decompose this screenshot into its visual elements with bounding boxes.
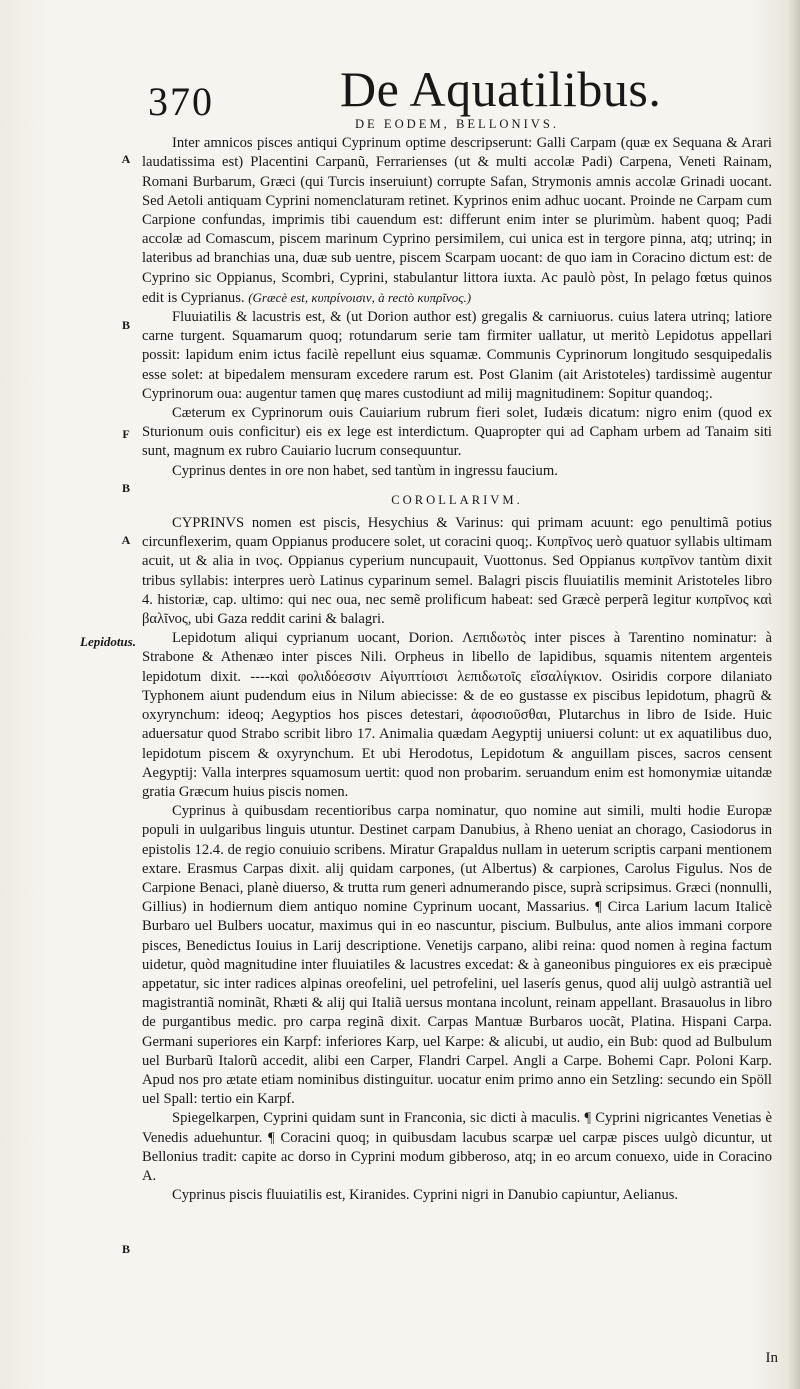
margin-letter-b2: B: [121, 481, 130, 495]
page-gutter-shadow: [788, 0, 800, 1389]
greek-note: (Græcè est, κυπρίνοισιν, à rectò κυπρῖνος.): [248, 289, 472, 305]
paragraph: Cæterum ex Cyprinorum ouis Cauiarium rubrum fieri solet, Iudæis dicatum: nigro enim (quod ex Sturionum ouis conficitur) eis ex lege est interdictum. Quapropter qui ad Capham urbem ad Tanaim siti sunt, magnum ex rubro Cauiario lucrum consequuntur.: [142, 405, 772, 460]
margin-note-lepidotus: Lepidotus.: [80, 634, 136, 649]
paragraph: Spiegelkarpen, Cyprini quidam sunt in Franconia, sic dicti à maculis. ¶ Cyprini nigricantes Venetias è Venedis aduehuntur. ¶ Coracini quoq; in quibusdam lacubus scarpæ uel carpæ pisces uulgò dicuntur, ut Bellonius tradit: capite ac dorso in Cyprini modum gibberoso, atq; in eo arcum conuexo, uide in Coracino A.: [142, 1110, 772, 1184]
paragraph: Cyprinus dentes in ore non habet, sed tantùm in ingressu faucium.: [172, 462, 558, 479]
margin-letter-a: A: [121, 152, 131, 166]
section-heading-bellonius: DE EODEM, BELLONIVS.: [354, 117, 560, 131]
paragraph: Cyprinus à quibusdam recentioribus carpa nominatur, quo nomine aut simili, multi hodie Europæ populi in uulgaribus linguis utuntur. Destinet carpam Danubius, à Rheno ueniat an chorago, Casiodorus in epistolis 12.4. de regio conuiuio scribens. Miratur Grapaldus nullam in ueterum scriptis carpani mentionem extare. Erasmus Carpas dixit. alij quidam carpones, (ut Albertus) & carpiones, Carolus Figulus. Nos de Carpione Benaci, planè diuerso, & trutta rum generi adnumerando pisce, suprà scripsimus. Græci (nonnulli, Gillius) in hodiernum diem antiquo nomine Cyprinum uocant, Massarius. ¶ Circa Larium lacum Italicè Burbaro uel Bulbers uocatur, maximus qui in eo nascuntur, piscium. Bulbulus, ante alios immani corpore pisces, Benedictus Iouius in Larij descriptione. Venetijs carpano, alibi reina: quod nomen à regina factum uidetur, quòd magnitudine inter fluuiatiles & lacustres excedat: & à ganeonibus pinguiores ex eis præcipuè appetatur, sic inter radices alpinas oreofelini, uel petrofelini, uel laserís genus, quod alij uulgò astrantiã uel magistrantiã nominãt, Rhæti & alij qui Italiã uersus montana incolunt, reinam appellant. Brasauolus in libro de purgantibus medic. pro carpa reginã dixit. Carpas Mantuæ Burbaros uocãt, Platina. Hispani Carpa. Germani superiores ein Karpf: inferiores Karp, uel Karpe: & alicubi, ut audio, ein Bub: quod ad Bulbulum uel Burbarũ Italorũ accedit, alibi een Carper, Flandri Carpel. Angli a Carpe. Bohemi Capr. Poloni Karp. Apud nos pro ætate etiam nominibus distinguitur. uocatur enim primo anno ein Setzling: secundo ein Spöll uel Spall: tertio ein Karpf.: [142, 803, 772, 1108]
margin-letter-f: F: [122, 427, 130, 441]
paragraph: CYPRINVS nomen est piscis, Hesychius & Varinus: qui primam acuunt: ego penultimã potius circunflexerim, quam Oppianus producere solet, ut coracini quoq;. Κυπρῖνος uerò quatuor syllabis ultimam acuit, ut & alia in ινος. Oppianus cyperium nuncupauit, Vuottonus. Sed Oppianus κυπρῖνον tantùm dixit tribus syllabis: interpres uerò Latinus cyparinum semel. Balagri piscis fluuiatilis meminit Aristoteles libro 4. historiæ, cap. ultimo: qui nec oua, nec semẽ prolificum habeat: sed Græcè perperã legitur κυπρῖνος καὶ βαλῖνος, ubi Gaza reddit carini & balagri.: [142, 515, 772, 628]
margin-letter-b: B: [121, 318, 130, 332]
margin-letter-b3: B: [121, 1242, 130, 1256]
paragraph: Cyprinus piscis fluuiatilis est, Kiranides. Cyprini nigri in Danubio capiuntur, Aelianus.: [172, 1187, 679, 1204]
running-title: De Aquatilibus.: [340, 61, 662, 117]
catchword: In: [765, 1350, 778, 1366]
paragraph: [142, 134, 772, 308]
paragraph-text: Inter amnicos pisces antiqui Cyprinum optime descripserunt: Galli Carpam (quæ ex Sequana & Arari laudatissima est) Placentini Carpanũ, Ferrarienses (ut & multi accolæ Padi) Carpena, Veneti Rainam, Romani Burbarum, Græci (qui Turcis inseruiunt) corrupte Safan, Strymonis amnis accolæ Grinadi uocant. Sed Aetoli antiquam Cyprini nomenclaturam retinet. Kyprinos enim adhuc uocant. Proinde ne Carpam cum Carpione confundas, imprimis tibi cauendum est: differunt enim inter se plurimùm. habent quoq; Padi accolæ ad Comascum, piscem marinum Cyprino persimilem, cui unica est in tergore pinna, atq; utrinq; in lateribus ad branchias una, duæ sub uentre, piscem Scarpam uocant: de quo iam in Coracino dictum est: de Cyprino sic Oppianus, Scombri, Cyprini, stabulantur littora iuxta. Ac paulò pòst, In pelago fœtus quinos edit is Cyprianus.: [142, 135, 772, 306]
margin-letter-a2: A: [121, 533, 131, 547]
body-text: [142, 115, 772, 1205]
paragraph: Lepidotum aliqui cyprianum uocant, Dorion. Λεπιδωτὸς inter pisces à Tarentino nominatur: à Strabone & Athenæo inter pisces Nili. Orpheus in libello de lapidibus, squamis nitentem argenteis lepidotum dixit. ----καὶ φολιδόεσσιν Αἰγυπτίοισι λεπιδωτοῖς εἴσαλίγκιον. Osiridis corpore dilaniato Typhonem aiunt pudendum eius in Nilum abiecisse: & de eo gustasse ex piscibus lepidotum, phagrũ & oxyrynchum: ideoq; Aegyptios hos pisces detestari, ἀφοσιοῦσθαι, Plutarchus in libro de Iside. Huic aduersatur quod Strabo scribit libro 17. Animalia quædam Aegyptij uniuersi colunt: ut ex aquatilibus duo, lepidotum piscem & oxyrynchum. Et ubi Herodotus, Lepidotum & anguillam pisces, sacros censent Aegyptij: Valla interpres squamosum uertit: quod non probarim. seruandum enim est homonymiæ uitandæ gratia Græcum huius piscis nomen.: [142, 630, 772, 800]
section-heading-corollarium: COROLLARIVM.: [391, 492, 523, 507]
paragraph: Fluuiatilis & lacustris est, & (ut Dorion author est) gregalis & carniuorus. cuius latera utrinq; latiore carne turgent. Squamarum quoq; rotundarum serie tam firmiter uallatur, ut meritò Lepidotus appellari possit: lapidum enim ictus facilè repellunt eius squamæ. Communis Cyprinorum longitudo sesquipedalis esse solet: at bipedalem mensuram excedere rarum est. Post Glanim (ait Aristoteles) tardissimè augentur Cyprinorum oua: augentur tamen quę mares custodiunt ad milij magnitudinem: Sopitur quandoq;.: [142, 309, 772, 402]
page-number: 370: [148, 79, 214, 124]
